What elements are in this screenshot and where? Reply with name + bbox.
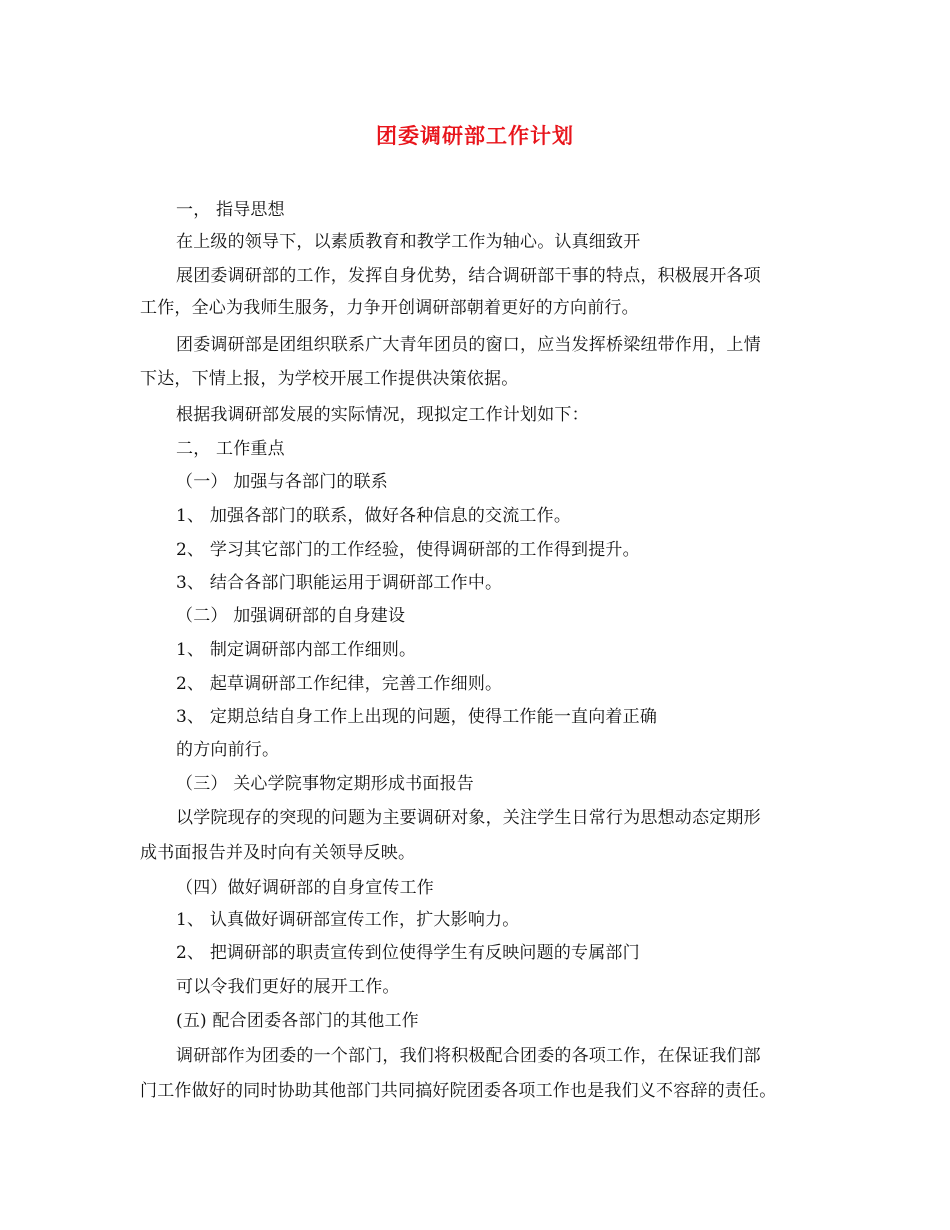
body-line: 工作，全心为我师生服务，力争开创调研部朝着更好的方向前行。 bbox=[140, 298, 639, 318]
body-line: 以学院现存的突现的问题为主要调研对象，关注学生日常行为思想动态定期形 bbox=[176, 808, 761, 828]
list-item: 2、 起草调研部工作纪律，完善工作细则。 bbox=[176, 674, 503, 694]
list-item: 2、 学习其它部门的工作经验，使得调研部的工作得到提升。 bbox=[176, 540, 640, 560]
list-item: 1、 认真做好调研部宣传工作，扩大影响力。 bbox=[176, 910, 520, 930]
heading-guiding-thought: 一， 指导思想 bbox=[176, 200, 285, 220]
subheading: （三） 关心学院事物定期形成书面报告 bbox=[176, 774, 475, 794]
subheading: （四）做好调研部的自身宣传工作 bbox=[176, 878, 434, 898]
list-item: 1、 加强各部门的联系，做好各种信息的交流工作。 bbox=[176, 506, 572, 526]
subheading: （一） 加强与各部门的联系 bbox=[176, 472, 389, 492]
subheading: (五) 配合团委各部门的其他工作 bbox=[176, 1011, 419, 1031]
list-item: 2、 把调研部的职责宣传到位使得学生有反映问题的专属部门 bbox=[176, 943, 640, 963]
body-line: 门工作做好的同时协助其他部门共同搞好院团委各项工作也是我们义不容辞的责任。 bbox=[140, 1081, 777, 1101]
body-line: 展团委调研部的工作，发挥自身优势，结合调研部干事的特点，积极展开各项 bbox=[176, 266, 761, 286]
body-line: 的方向前行。 bbox=[176, 740, 280, 760]
subheading: （二） 加强调研部的自身建设 bbox=[176, 606, 406, 626]
body-line: 根据我调研部发展的实际情况，现拟定工作计划如下： bbox=[176, 405, 589, 425]
body-line: 调研部作为团委的一个部门，我们将积极配合团委的各项工作，在保证我们部 bbox=[176, 1046, 761, 1066]
document-title: 团委调研部工作计划 bbox=[376, 123, 574, 148]
list-item: 3、 结合各部门职能运用于调研部工作中。 bbox=[176, 573, 503, 593]
body-line: 可以令我们更好的展开工作。 bbox=[176, 977, 400, 997]
list-item: 3、 定期总结自身工作上出现的问题，使得工作能一直向着正确 bbox=[176, 707, 658, 727]
body-line: 团委调研部是团组织联系广大青年团员的窗口，应当发挥桥梁纽带作用，上情 bbox=[176, 335, 761, 355]
body-line: 在上级的领导下，以素质教育和教学工作为轴心。认真细致开 bbox=[176, 232, 641, 252]
list-item: 1、 制定调研部内部工作细则。 bbox=[176, 640, 417, 660]
heading-work-focus: 二， 工作重点 bbox=[176, 439, 285, 459]
body-line: 下达，下情上报，为学校开展工作提供决策依据。 bbox=[140, 369, 519, 389]
body-line: 成书面报告并及时向有关领导反映。 bbox=[140, 843, 416, 863]
